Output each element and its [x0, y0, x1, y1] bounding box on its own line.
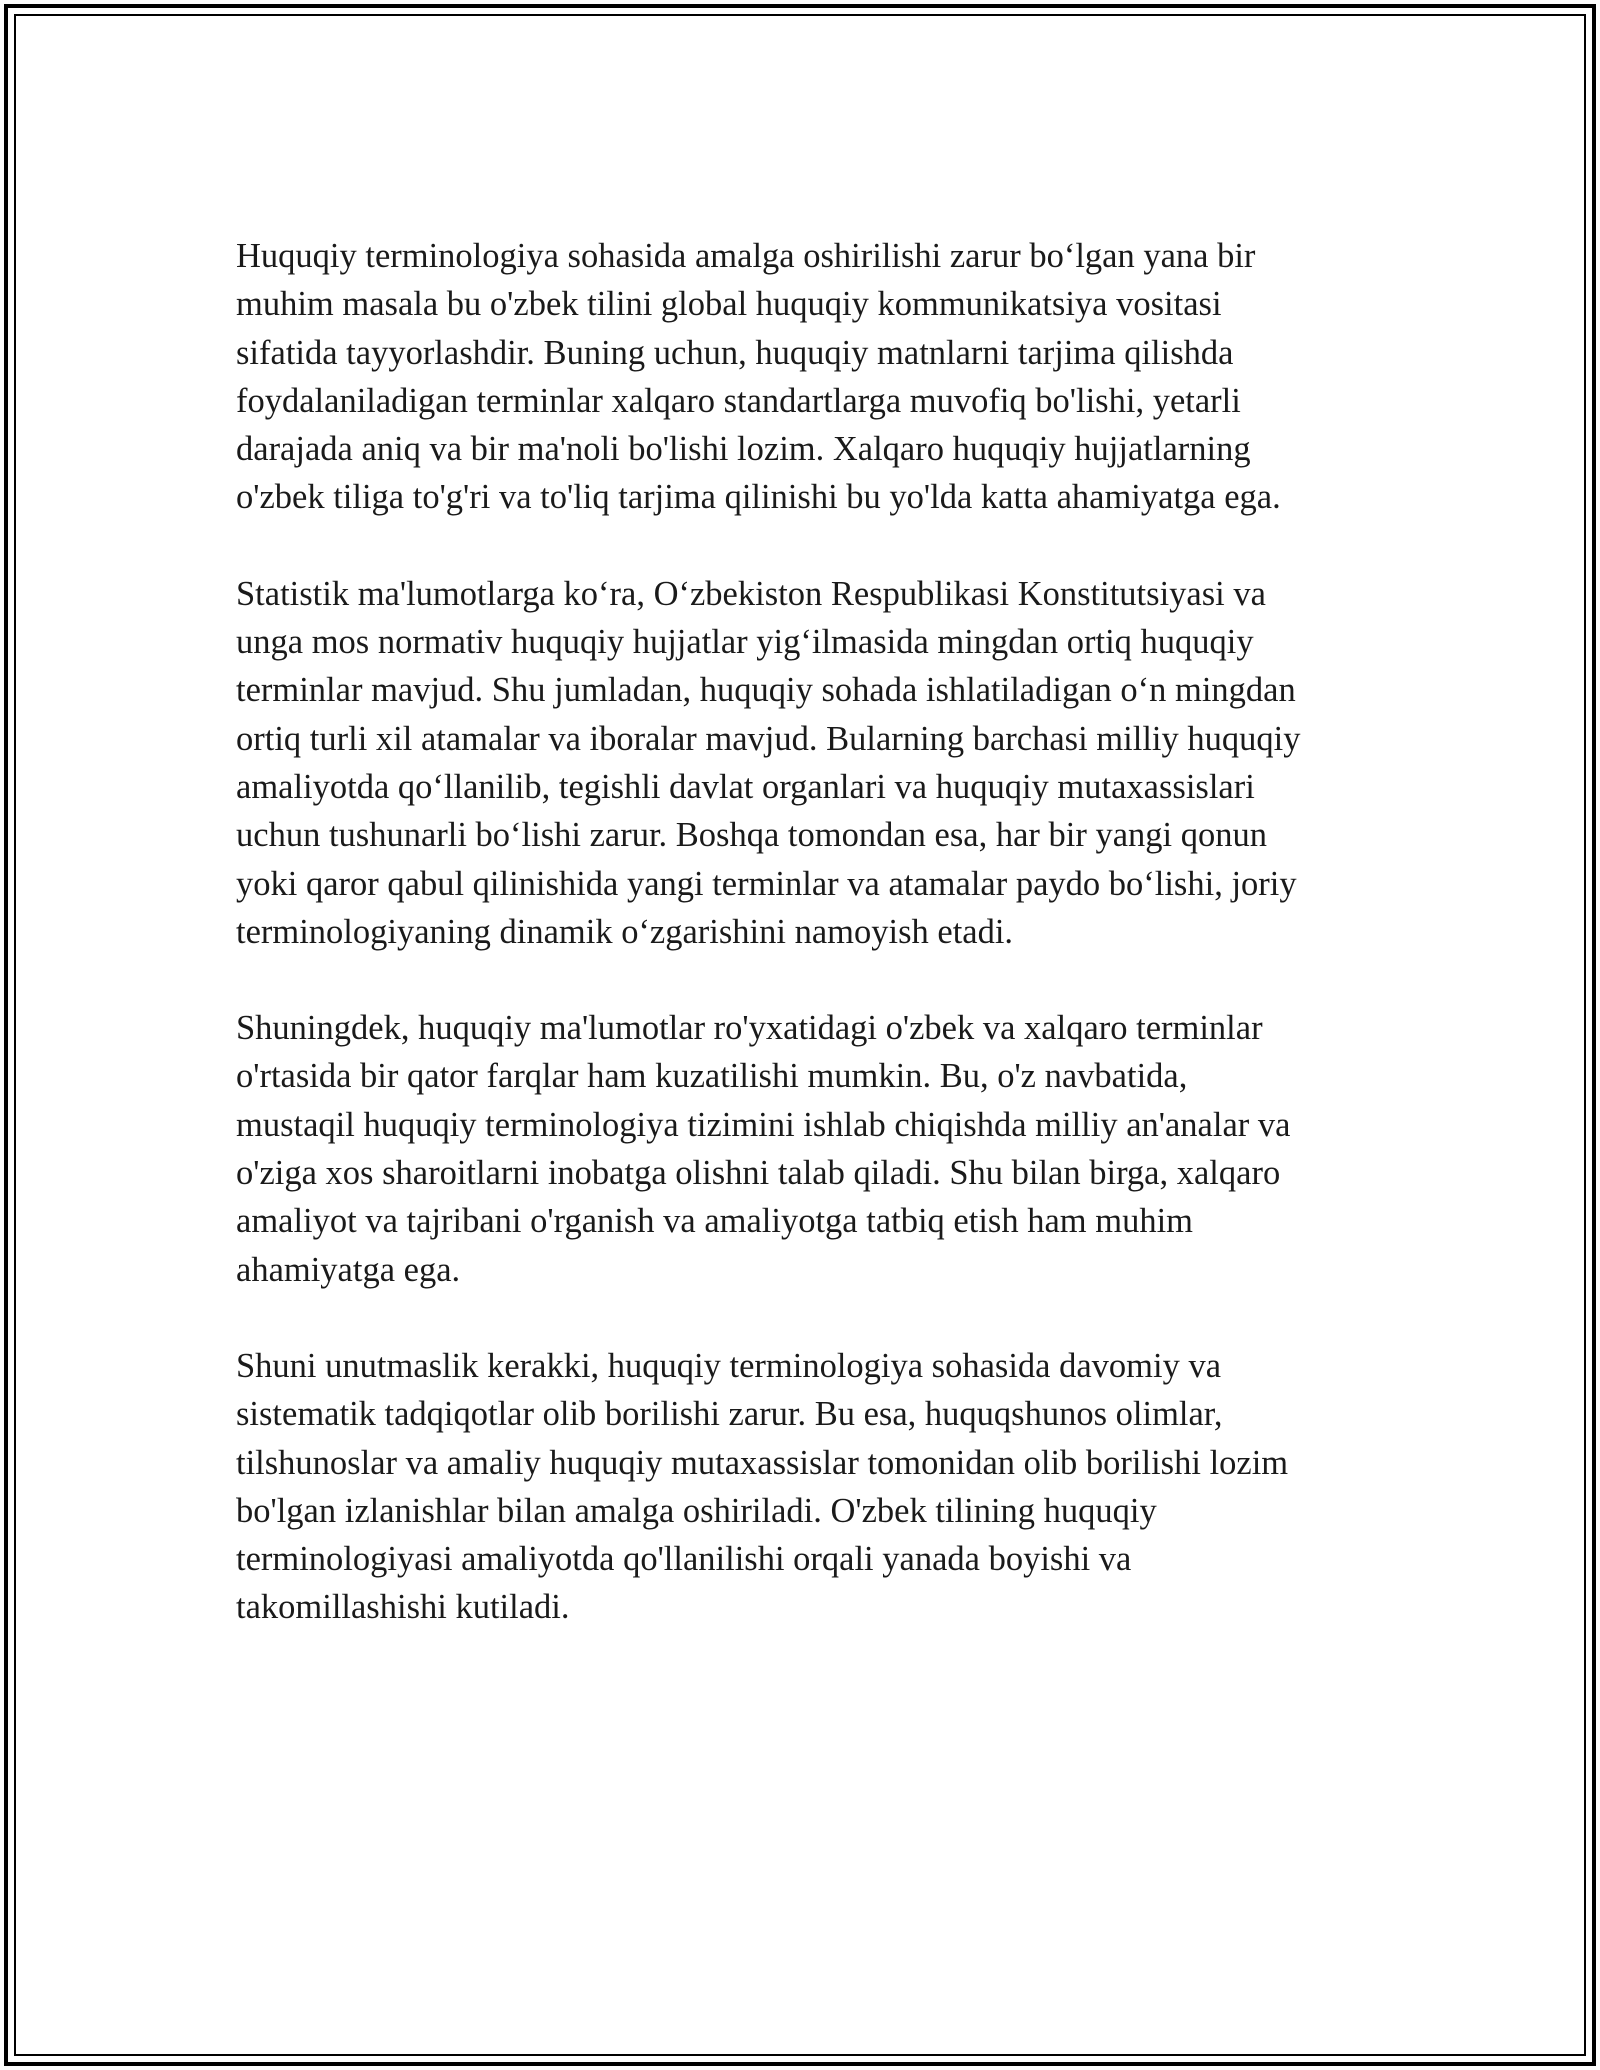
paragraph: Shuni unutmaslik kerakki, huquqiy terminologiya sohasida davomiy va sistematik tadqiqotlar olib borilishi zarur. Bu esa, huquqshunos olimlar, tilshunoslar va amaliy huquqiy mutaxassislar tomonidan olib borilishi lozim bo'lgan izlanishlar bilan amalga oshiriladi. O'zbek tilining huquqiy terminologiyasi amaliyotda qo'llanilishi orqali yanada boyishi va takomillashishi kutiladi.: [236, 1346, 1289, 1627]
paragraph: Shuningdek, huquqiy ma'lumotlar ro'yxatidagi o'zbek va xalqaro terminlar o'rtasida bir qator farqlar ham kuzatilishi mumkin. Bu, o'z navbatida, mustaqil huquqiy terminologiya tizimini ishlab chiqishda milliy an'analar va o'ziga xos sharoitlarni inobatga olishni talab qiladi. Shu bilan birga, xalqaro amaliyot va tajribani o'rganish va amaliyotga tatbiq etish ham muhim ahamiyatga ega.: [236, 1009, 1291, 1289]
document-body: [236, 232, 1386, 1680]
paragraph: Statistik ma'lumotlarga ko‘ra, O‘zbekiston Respublikasi Konstitutsiyasi va unga mos normativ huquqiy hujjatlar yig‘ilmasida mingdan ortiq huquqiy terminlar mavjud. Shu jumladan, huquqiy sohada ishlatiladigan o‘n mingdan ortiq turli xil atamalar va iboralar mavjud. Bularning barchasi milliy huquqiy amaliyotda qo‘llanilib, tegishli davlat organlari va huquqiy mutaxassislari uchun tushunarli bo‘lishi zarur. Boshqa tomondan esa, har bir yangi qonun yoki qaror qabul qilinishida yangi terminlar va atamalar paydo bo‘lishi, joriy terminologiyaning dinamik o‘zgarishini namoyish etadi.: [236, 574, 1301, 951]
paragraph: Huquqiy terminologiya sohasida amalga oshirilishi zarur bo‘lgan yana bir muhim masala bu o'zbek tilini global huquqiy kommunikatsiya vositasi sifatida tayyorlashdir. Buning uchun, huquqiy matnlarni tarjima qilishda foydalaniladigan terminlar xalqaro standartlarga muvofiq bo'lishi, yetarli darajada aniq va bir ma'noli bo'lishi lozim. Xalqaro huquqiy hujjatlarning o'zbek tiliga to'g'ri va to'liq tarjima qilinishi bu yo'lda katta ahamiyatga ega.: [236, 237, 1281, 517]
